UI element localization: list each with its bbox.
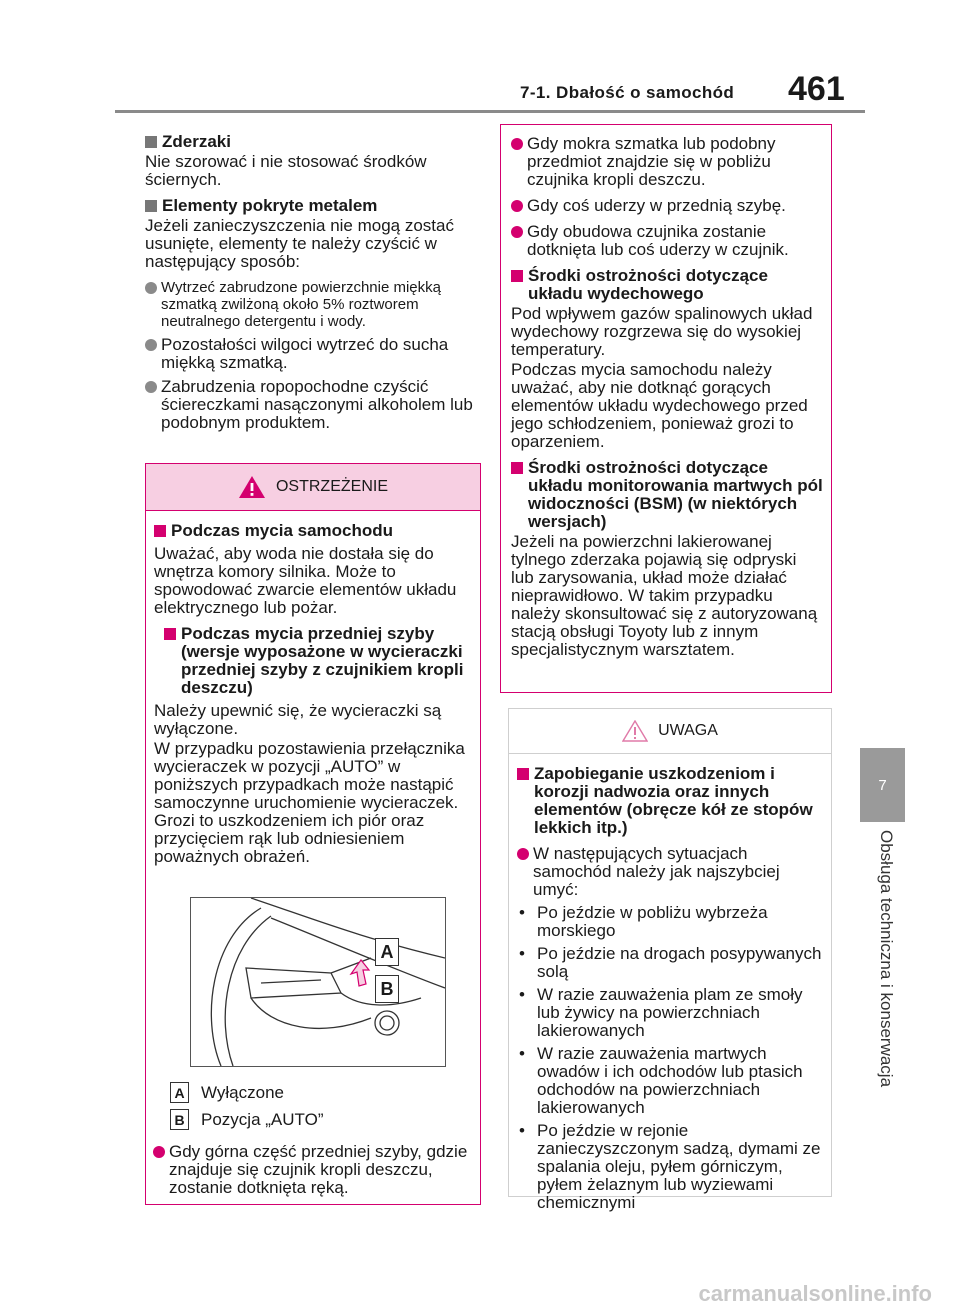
chapter-number: 7 bbox=[878, 776, 887, 794]
dot-bullet-icon: • bbox=[519, 1121, 525, 1140]
square-bullet-icon bbox=[154, 525, 166, 537]
chapter-label: Obsługa techniczna i konserwacja bbox=[877, 830, 896, 1088]
exhaust-heading bbox=[511, 267, 823, 303]
square-bullet-icon bbox=[145, 136, 157, 148]
list-item-text: Pozostałości wilgoci wytrzeć do sucha miękką szmatką. bbox=[161, 335, 449, 372]
warning-continuation-content bbox=[511, 129, 823, 659]
list-item-text: W razie zauważenia plam ze smoły lub żywicy na powierzchniach lakierowanych bbox=[537, 985, 803, 1040]
list-item-text: Po jeździe w rejonie zanieczyszczonym sadzą, dymami ze spalania oleju, pyłem górniczym, pyłem żelaznym lub wyziewami chemicznymi bbox=[537, 1121, 821, 1212]
square-bullet-icon bbox=[511, 270, 523, 282]
exhaust-text-2: Podczas mycia samochodu należy uważać, aby nie dotknąć gorących elementów układu wydechowego przed jego schłodzeniem, ponieważ grozi to oparzeniem. bbox=[511, 360, 808, 451]
warning-s1-heading bbox=[154, 522, 470, 540]
legend-text: Wyłączone bbox=[201, 1082, 284, 1102]
heading-text: Elementy pokryte metalem bbox=[162, 196, 378, 215]
legend-label-b: B bbox=[170, 1109, 189, 1130]
list-item-text: W następujących sytuacjach samochód należy jak najszybciej umyć: bbox=[533, 844, 780, 899]
warning-s2-text1: Należy upewnić się, że wycieraczki są wyłączone. bbox=[154, 701, 442, 738]
list-item bbox=[517, 1045, 823, 1117]
heading-text: Środki ostrożności dotyczące układu wydechowego bbox=[528, 266, 768, 303]
list-item bbox=[517, 986, 823, 1040]
bsm-text: Jeżeli na powierzchni lakierowanej tylnego zderzaka pojawią się odpryski lub zarysowania, układ może działać nieprawidłowo. W takim przypadku należy skonsultować się z autoryzowaną stacją obsługi Toyoty lub z innym specjalistycznym warsztatem. bbox=[511, 532, 818, 659]
legend-text: Pozycja „AUTO” bbox=[201, 1109, 324, 1129]
list-item-text: Gdy górna część przedniej szyby, gdzie znajduje się czujnik kropli deszczu, zostanie dotknięta ręką. bbox=[169, 1142, 468, 1197]
warning-s1-text: Uważać, aby woda nie dostała się do wnętrza komory silnika. Może to spowodować zwarcie elementów układu elektrycznego lub pożar. bbox=[154, 544, 457, 617]
list-item-text: W razie zauważenia martwych owadów i ich odchodów lub ptasich odchodów na powierzchniach lakierowanych bbox=[537, 1044, 803, 1117]
zderzaki-heading bbox=[145, 133, 480, 151]
notice-box bbox=[508, 708, 832, 1212]
warning-s2-text2: W przypadku pozostawienia przełącznika wycieraczek w pozycji „AUTO” w poniższych przypadkach może nastąpić samoczynne uruchomienie wycieraczek. Grozi to uszkodzeniem ich piór oraz przycięciem rąk lub odniesieniem poważnych obrażeń. bbox=[154, 739, 465, 866]
list-item bbox=[517, 945, 823, 981]
square-bullet-icon bbox=[517, 768, 529, 780]
metal-heading bbox=[145, 197, 480, 215]
list-item bbox=[517, 1122, 823, 1212]
list-item-text: Po jeździe w pobliżu wybrzeża morskiego bbox=[537, 903, 768, 940]
list-item bbox=[145, 279, 480, 330]
list-item-text: Gdy coś uderzy w przednią szybę. bbox=[527, 196, 786, 215]
heading-text: Podczas mycia samochodu bbox=[171, 521, 394, 540]
notice-header bbox=[509, 709, 831, 754]
dot-bullet-icon: • bbox=[519, 944, 525, 963]
circle-bullet-icon bbox=[145, 282, 157, 294]
heading-text: Zderzaki bbox=[162, 132, 231, 151]
square-bullet-icon bbox=[511, 462, 523, 474]
warning-header bbox=[146, 464, 480, 511]
header-divider bbox=[115, 110, 865, 113]
legend-item-a bbox=[170, 1082, 470, 1103]
legend-label-a: A bbox=[170, 1082, 189, 1103]
page-number: 461 bbox=[788, 70, 845, 108]
list-item-text: Wytrzeć zabrudzone powierzchnie miękką szmatką zwilżoną około 5% roztworem neutralnego detergentu i wody. bbox=[161, 279, 441, 330]
square-bullet-icon bbox=[145, 200, 157, 212]
list-item bbox=[145, 336, 480, 372]
figure-legend bbox=[170, 1082, 470, 1130]
notice-heading bbox=[517, 765, 823, 837]
bsm-heading bbox=[511, 459, 823, 531]
list-item bbox=[153, 1143, 471, 1197]
warning-title: OSTRZEŻENIE bbox=[275, 478, 388, 495]
list-item bbox=[511, 197, 823, 215]
zderzaki-text: Nie szorować i nie stosować środków ściernych. bbox=[145, 152, 427, 189]
section-title: 7-1. Dbałość o samochód bbox=[520, 83, 735, 102]
warning-last-bullet bbox=[153, 1137, 471, 1197]
figure-label-b: B bbox=[375, 975, 399, 1003]
footer-watermark: carmanualsonline.info bbox=[698, 1281, 932, 1306]
list-item-text: Po jeździe na drogach posypywanych solą bbox=[537, 944, 822, 981]
legend-item-b bbox=[170, 1109, 470, 1130]
list-item-text: Zabrudzenia ropopochodne czyścić ściereczkami nasączonymi alkoholem lub podobnym produktem. bbox=[161, 377, 473, 432]
chapter-side-label bbox=[862, 830, 906, 1130]
list-item bbox=[517, 904, 823, 940]
list-item bbox=[511, 135, 823, 189]
circle-bullet-icon bbox=[517, 848, 529, 860]
warning-s2-heading bbox=[154, 625, 470, 697]
square-bullet-icon bbox=[164, 628, 176, 640]
warning-continuation-box bbox=[500, 124, 832, 693]
dot-bullet-icon: • bbox=[519, 985, 525, 1004]
metal-text: Jeżeli zanieczyszczenia nie mogą zostać usunięte, elementy te należy czyścić w następujący sposób: bbox=[145, 216, 454, 271]
circle-bullet-icon bbox=[145, 381, 157, 393]
list-item-text: Gdy obudowa czujnika zostanie dotknięta lub coś uderzy w czujnik. bbox=[527, 222, 789, 259]
notice-intro bbox=[517, 845, 823, 899]
circle-bullet-icon bbox=[511, 200, 523, 212]
exhaust-text-1: Pod wpływem gazów spalinowych układ wydechowy rozgrzewa się do wysokiej temperatury. bbox=[511, 304, 813, 359]
list-item bbox=[145, 378, 480, 432]
wiper-switch-illustration bbox=[190, 897, 446, 1067]
heading-text: Podczas mycia przedniej szyby (wersje wyposażone w wycieraczki przedniej szyby z czujnikiem kropli deszczu) bbox=[181, 624, 464, 697]
warning-triangle-icon bbox=[238, 475, 266, 499]
notice-content bbox=[517, 759, 823, 1212]
dot-bullet-icon: • bbox=[519, 1044, 525, 1063]
chapter-tab bbox=[860, 748, 905, 822]
dot-bullet-icon: • bbox=[519, 903, 525, 922]
caution-triangle-icon bbox=[622, 720, 648, 742]
left-column bbox=[145, 127, 480, 432]
heading-text: Zapobieganie uszkodzeniom i korozji nadwozia oraz innych elementów (obręcze kół ze stopów lekkich itp.) bbox=[534, 764, 813, 837]
circle-bullet-icon bbox=[145, 339, 157, 351]
list-item bbox=[511, 223, 823, 259]
notice-title: UWAGA bbox=[658, 722, 718, 739]
heading-text: Środki ostrożności dotyczące układu monitorowania martwych pól widoczności (BSM) (w niektórych wersjach) bbox=[528, 458, 823, 531]
steering-column-drawing bbox=[191, 898, 445, 1066]
circle-bullet-icon bbox=[511, 226, 523, 238]
list-item-text: Gdy mokra szmatka lub podobny przedmiot znajdzie się w pobliżu czujnika kropli deszczu. bbox=[527, 134, 776, 189]
warning-content bbox=[154, 516, 470, 866]
circle-bullet-icon bbox=[511, 138, 523, 150]
figure-label-a: A bbox=[375, 938, 399, 966]
circle-bullet-icon bbox=[153, 1146, 165, 1158]
